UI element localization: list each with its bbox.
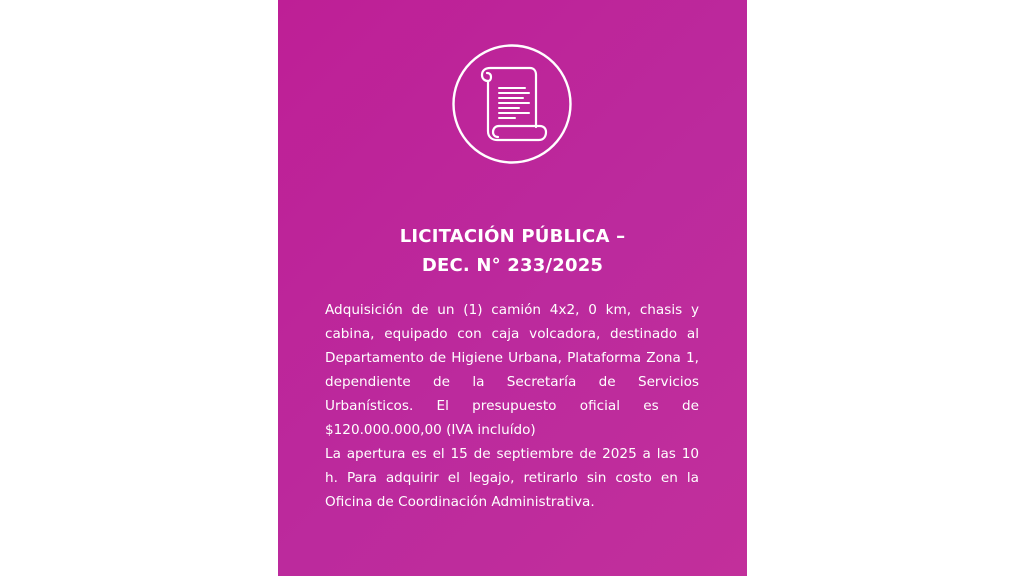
description-paragraph-1: Adquisición de un (1) camión 4x2, 0 km, chasis y cabina, equipado con caja volcadora, destinado al Departamento de Higiene Urbana, Plataforma Zona 1, dependiente de la Secretaría de Servicios Urbanísticos. El presupuesto oficial es de $120.000.000,00 (IVA incluído): [325, 302, 699, 438]
description-paragraph-2: La apertura es el 15 de septiembre de 2025 a las 10 h. Para adquirir el legajo, retirarlo sin costo en la Oficina de Coordinación Administrativa.: [325, 446, 699, 510]
page-title: [278, 222, 747, 280]
title-line-1: LICITACIÓN PÚBLICA –: [399, 226, 626, 247]
description: [325, 298, 699, 514]
title-line-2: DEC. N° 233/2025: [421, 255, 604, 276]
announcement-card: [278, 0, 747, 576]
scroll-document-icon: [451, 43, 573, 165]
